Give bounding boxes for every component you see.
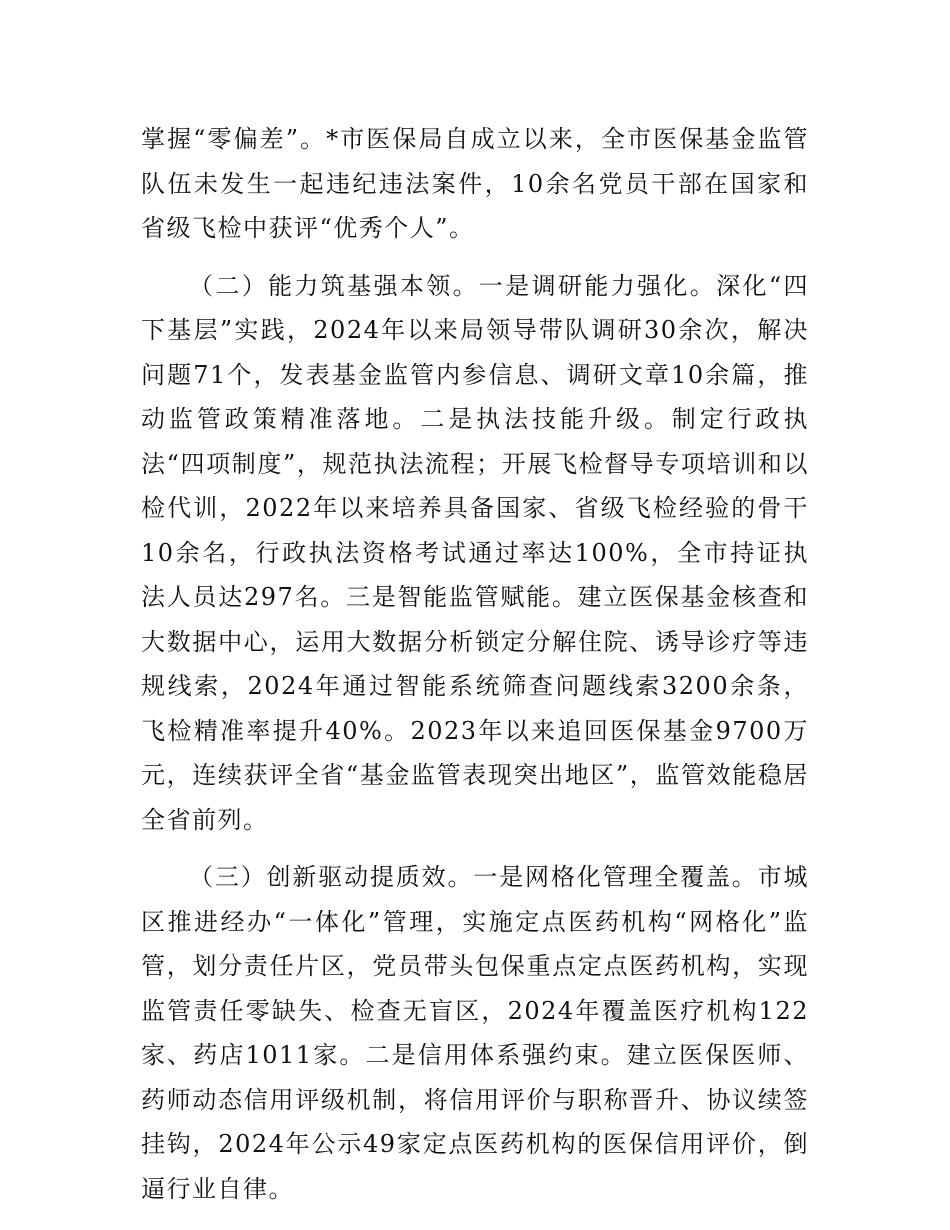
paragraph-1: 掌握“零偏差”。*市医保局自成立以来，全市医保基金监管队伍未发生一起违纪违法案件，10余名党员干部在国家和省级飞检中获评“优秀个人”。 [141,125,809,242]
document-body [141,117,809,1211]
paragraph-3: （三）创新驱动提质效。一是网格化管理全覆盖。市城区推进经办“一体化”管理，实施定点医药机构“网格化”监管，划分责任片区，党员带头包保重点定点医药机构，实现监管责任零缺失、检查无盲区，2024年覆盖医疗机构122家、药店1011家。二是信用体系强约束。建立医保医师、药师动态信用评级机制，将信用评价与职称晋升、协议续签挂钩，2024年公示49家定点医药机构的医保信用评价，倒逼行业自律。 [141,863,809,1203]
paragraph-2: （二）能力筑基强本领。一是调研能力强化。深化“四下基层”实践，2024年以来局领导带队调研30余次，解决问题71个，发表基金监管内参信息、调研文章10余篇，推动监管政策精准落地。二是执法技能升级。制定行政执法“四项制度”，规范执法流程；开展飞检督导专项培训和以检代训，2022年以来培养具备国家、省级飞检经验的骨干10余名，行政执法资格考试通过率达100%，全市持证执法人员达297名。三是智能监管赋能。建立医保基金核查和大数据中心，运用大数据分析锁定分解住院、诱导诊疗等违规线索，2024年通过智能系统筛查问题线索3200余条，飞检精准率提升40%。2023年以来追回医保基金9700万元，连续获评全省“基金监管表现突出地区”，监管效能稳居全省前列。 [141,271,809,834]
